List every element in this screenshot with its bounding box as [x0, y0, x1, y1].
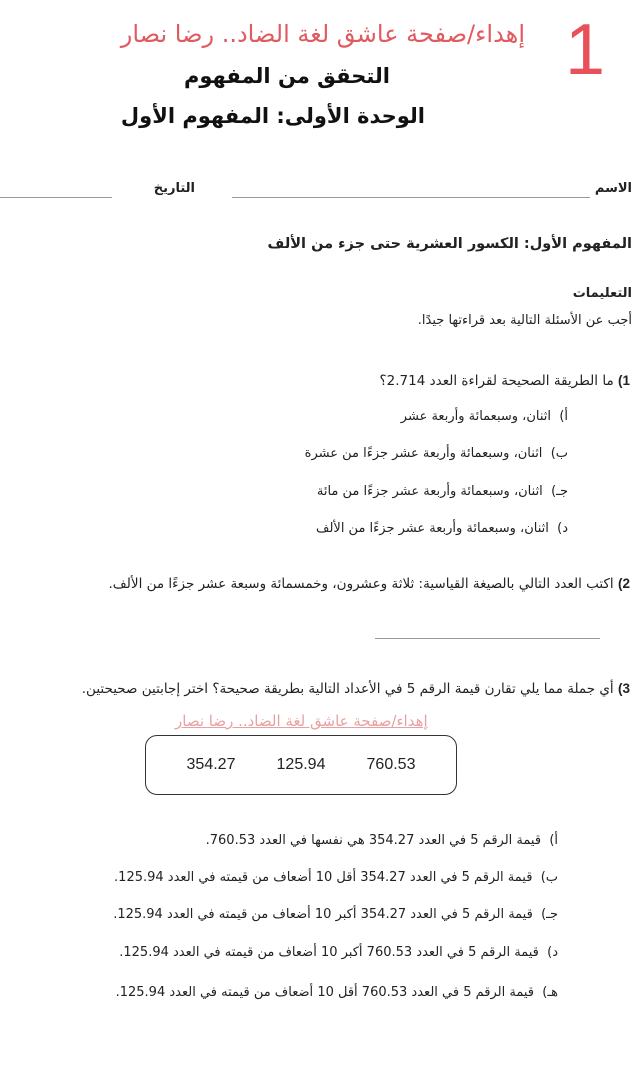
question-3	[82, 681, 630, 697]
date-label: التاريخ	[153, 181, 195, 196]
option-text: قيمة الرقم 5 في العدد 354.27 أكبر 10 أضعاف من قيمته في العدد 125.94.	[113, 907, 533, 922]
dedication: إهداء/صفحة عاشق لغة الضاد.. رضا نصار	[120, 20, 525, 48]
question-text: أي جملة مما يلي تقارن قيمة الرقم 5 في الأعداد التالية بطريقة صحيحة؟ اختر إجابتين صحيحتين.	[81, 681, 614, 697]
number-value: 354.27	[186, 756, 236, 773]
q3-option-a[interactable]	[206, 833, 558, 848]
option-text: اثنان، وسبعمائة وأربعة عشر	[400, 409, 552, 424]
q3-option-e[interactable]	[116, 985, 558, 1000]
name-label: الاسم	[594, 181, 632, 196]
option-letter: جـ)	[551, 484, 568, 499]
instructions-text: أجب عن الأسئلة التالية بعد قراءتها جيدًا.	[417, 313, 632, 328]
page-subtitle: الوحدة الأولى: المفهوم الأول	[120, 104, 425, 128]
page-number: 1	[565, 10, 606, 90]
question-text: ما الطريقة الصحيحة لقراءة العدد 2.714؟	[379, 373, 614, 389]
q1-option-c[interactable]	[317, 484, 568, 499]
question-number: 3)	[617, 681, 630, 696]
q3-option-d[interactable]	[119, 945, 558, 960]
option-text: قيمة الرقم 5 في العدد 760.53 أكبر 10 أضعاف من قيمته في العدد 125.94.	[119, 945, 539, 960]
option-letter: جـ)	[541, 907, 558, 922]
page-title: التحقق من المفهوم	[183, 64, 390, 88]
question-number: 2)	[617, 576, 630, 591]
q1-option-a[interactable]	[401, 409, 568, 424]
option-text: قيمة الرقم 5 في العدد 354.27 هي نفسها في العدد 760.53.	[205, 833, 542, 848]
numbers-box	[145, 735, 457, 795]
option-text: اثنان، وسبعمائة وأربعة عشر جزءًا من الألف	[315, 521, 549, 536]
name-field[interactable]	[232, 197, 590, 198]
q1-option-b[interactable]	[305, 446, 568, 461]
option-letter: ب)	[550, 446, 568, 461]
option-letter: أ)	[559, 409, 568, 424]
q1-option-d[interactable]	[316, 521, 568, 536]
question-1	[379, 373, 630, 389]
question-number: 1)	[617, 373, 630, 388]
option-letter: د)	[557, 521, 568, 536]
option-letter: د)	[547, 945, 558, 960]
q3-option-c[interactable]	[113, 907, 558, 922]
watermark: إهداء/صفحة عاشق لغة الضاد.. رضا نصار	[175, 712, 428, 730]
option-letter: هـ)	[542, 985, 558, 1000]
concept-heading: المفهوم الأول: الكسور العشرية حتى جزء من الألف	[267, 236, 632, 252]
option-text: قيمة الرقم 5 في العدد 760.53 أقل 10 أضعاف من قيمته في العدد 125.94.	[115, 985, 534, 1000]
date-field[interactable]	[0, 197, 112, 198]
option-text: اثنان، وسبعمائة وأربعة عشر جزءًا من عشرة	[304, 446, 543, 461]
option-text: اثنان، وسبعمائة وأربعة عشر جزءًا من مائة	[316, 484, 543, 499]
question-text: اكتب العدد التالي بالصيغة القياسية: ثلاثة وعشرون، وخمسمائة وسبعة عشر جزءًا من الألف.	[108, 576, 614, 592]
q3-option-b[interactable]	[114, 870, 558, 885]
option-text: قيمة الرقم 5 في العدد 354.27 أقل 10 أضعاف من قيمته في العدد 125.94.	[114, 870, 533, 885]
option-letter: ب)	[540, 870, 558, 885]
question-2	[109, 576, 631, 592]
number-value: 125.94	[276, 756, 326, 773]
option-letter: أ)	[549, 833, 558, 848]
answer-line[interactable]	[375, 638, 600, 639]
number-value: 760.53	[366, 756, 416, 773]
instructions-label: التعليمات	[572, 286, 632, 301]
